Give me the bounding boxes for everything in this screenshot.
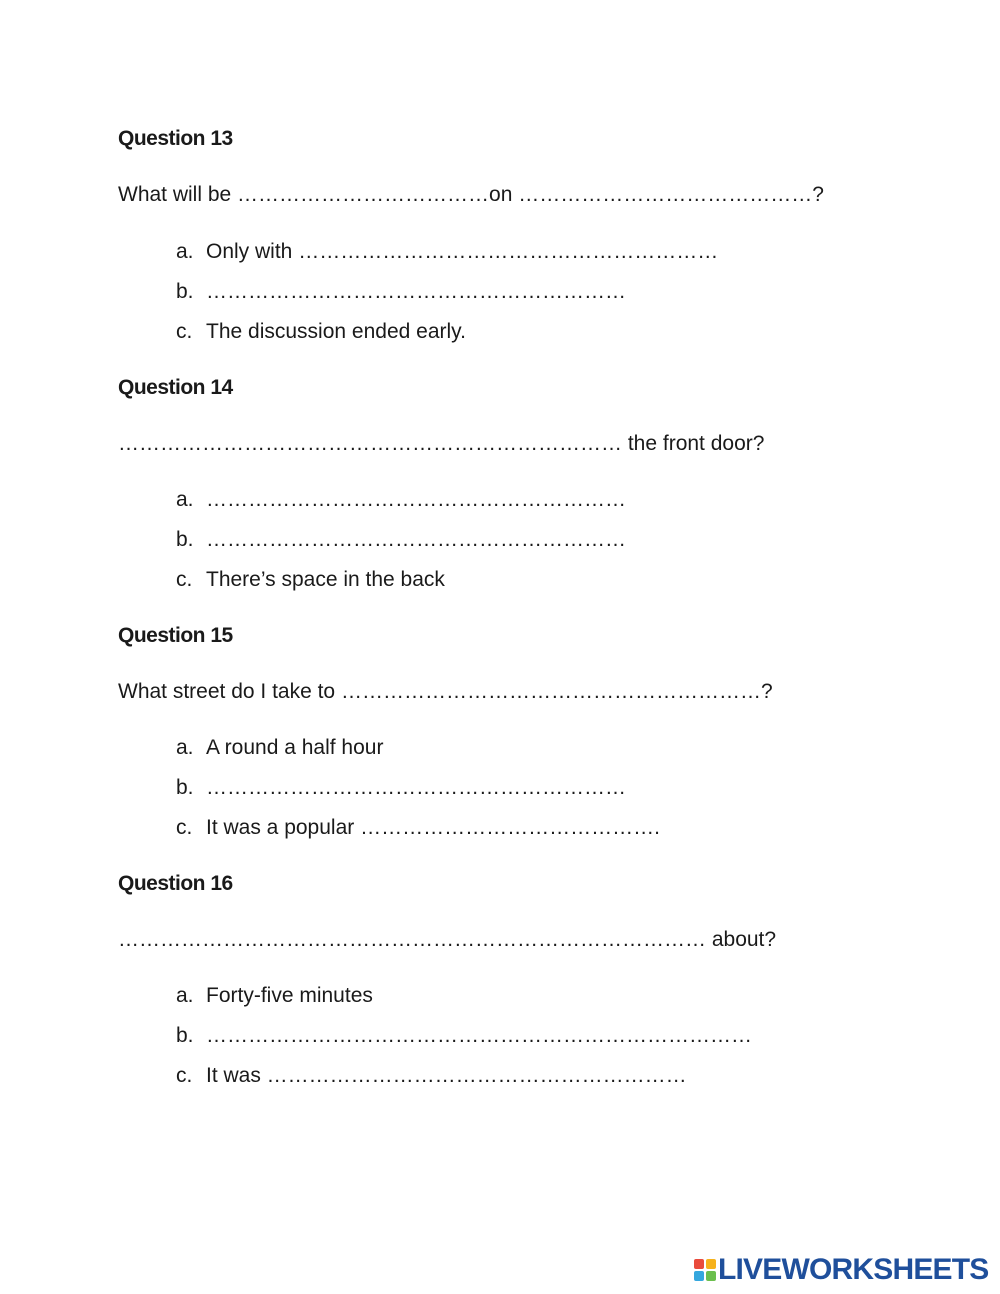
- option-letter: a.: [176, 984, 194, 1007]
- question-14-option-c: [176, 568, 445, 592]
- option-text: It was ……………………………………………………: [206, 1064, 687, 1087]
- option-text: ……………………………………………………: [206, 528, 626, 551]
- option-letter: a.: [176, 736, 194, 759]
- question-16-option-b: [176, 1024, 752, 1048]
- option-text: It was a popular …………………………………….: [206, 816, 660, 839]
- question-15-prompt: What street do I take to ……………………………………………………?: [118, 680, 773, 703]
- option-letter: c.: [176, 1064, 193, 1087]
- logo-mark-icon: [694, 1259, 716, 1281]
- question-15-option-a: [176, 736, 383, 760]
- option-text: ……………………………………………………: [206, 280, 626, 303]
- question-13-prompt: What will be ………………………………on ……………………………………?: [118, 183, 824, 206]
- option-text: ……………………………………………………: [206, 776, 626, 799]
- option-text: A round a half hour: [206, 736, 384, 759]
- option-letter: a.: [176, 240, 194, 263]
- option-text: The discussion ended early.: [206, 320, 466, 343]
- question-13-option-c: [176, 320, 466, 344]
- option-text: Forty-five minutes: [206, 984, 373, 1007]
- option-text: ……………………………………………………: [206, 488, 626, 511]
- option-text: Only with ……………………………………………………: [206, 240, 719, 263]
- question-13-option-b: [176, 280, 626, 304]
- question-15-option-b: [176, 776, 626, 800]
- question-14-heading: Question 14: [118, 376, 233, 399]
- question-14-option-b: [176, 528, 626, 552]
- option-letter: c.: [176, 816, 193, 839]
- question-15-heading: Question 15: [118, 624, 233, 647]
- question-15-option-c: [176, 816, 660, 840]
- logo-wordmark: LIVEWORKSHEETS: [718, 1253, 989, 1286]
- option-letter: a.: [176, 488, 194, 511]
- logo-square-icon: [706, 1271, 716, 1281]
- question-14-option-a: [176, 488, 626, 512]
- logo-square-icon: [694, 1259, 704, 1269]
- question-16-option-a: [176, 984, 373, 1008]
- option-letter: c.: [176, 568, 193, 591]
- question-14-prompt: ……………………………………………………………… the front door?: [118, 432, 765, 455]
- option-letter: b.: [176, 280, 194, 303]
- option-letter: b.: [176, 1024, 194, 1047]
- option-letter: c.: [176, 320, 193, 343]
- question-13-option-a: [176, 240, 718, 264]
- logo-square-icon: [694, 1271, 704, 1281]
- question-16-option-c: [176, 1064, 687, 1088]
- option-text: There’s space in the back: [206, 568, 445, 591]
- question-16-prompt: ………………………………………………………………………… about?: [118, 928, 777, 951]
- option-letter: b.: [176, 528, 194, 551]
- option-text: ……………………………………………………………………: [206, 1024, 752, 1047]
- option-letter: b.: [176, 776, 194, 799]
- question-13-heading: Question 13: [118, 127, 233, 150]
- logo-square-icon: [706, 1259, 716, 1269]
- question-16-heading: Question 16: [118, 872, 233, 895]
